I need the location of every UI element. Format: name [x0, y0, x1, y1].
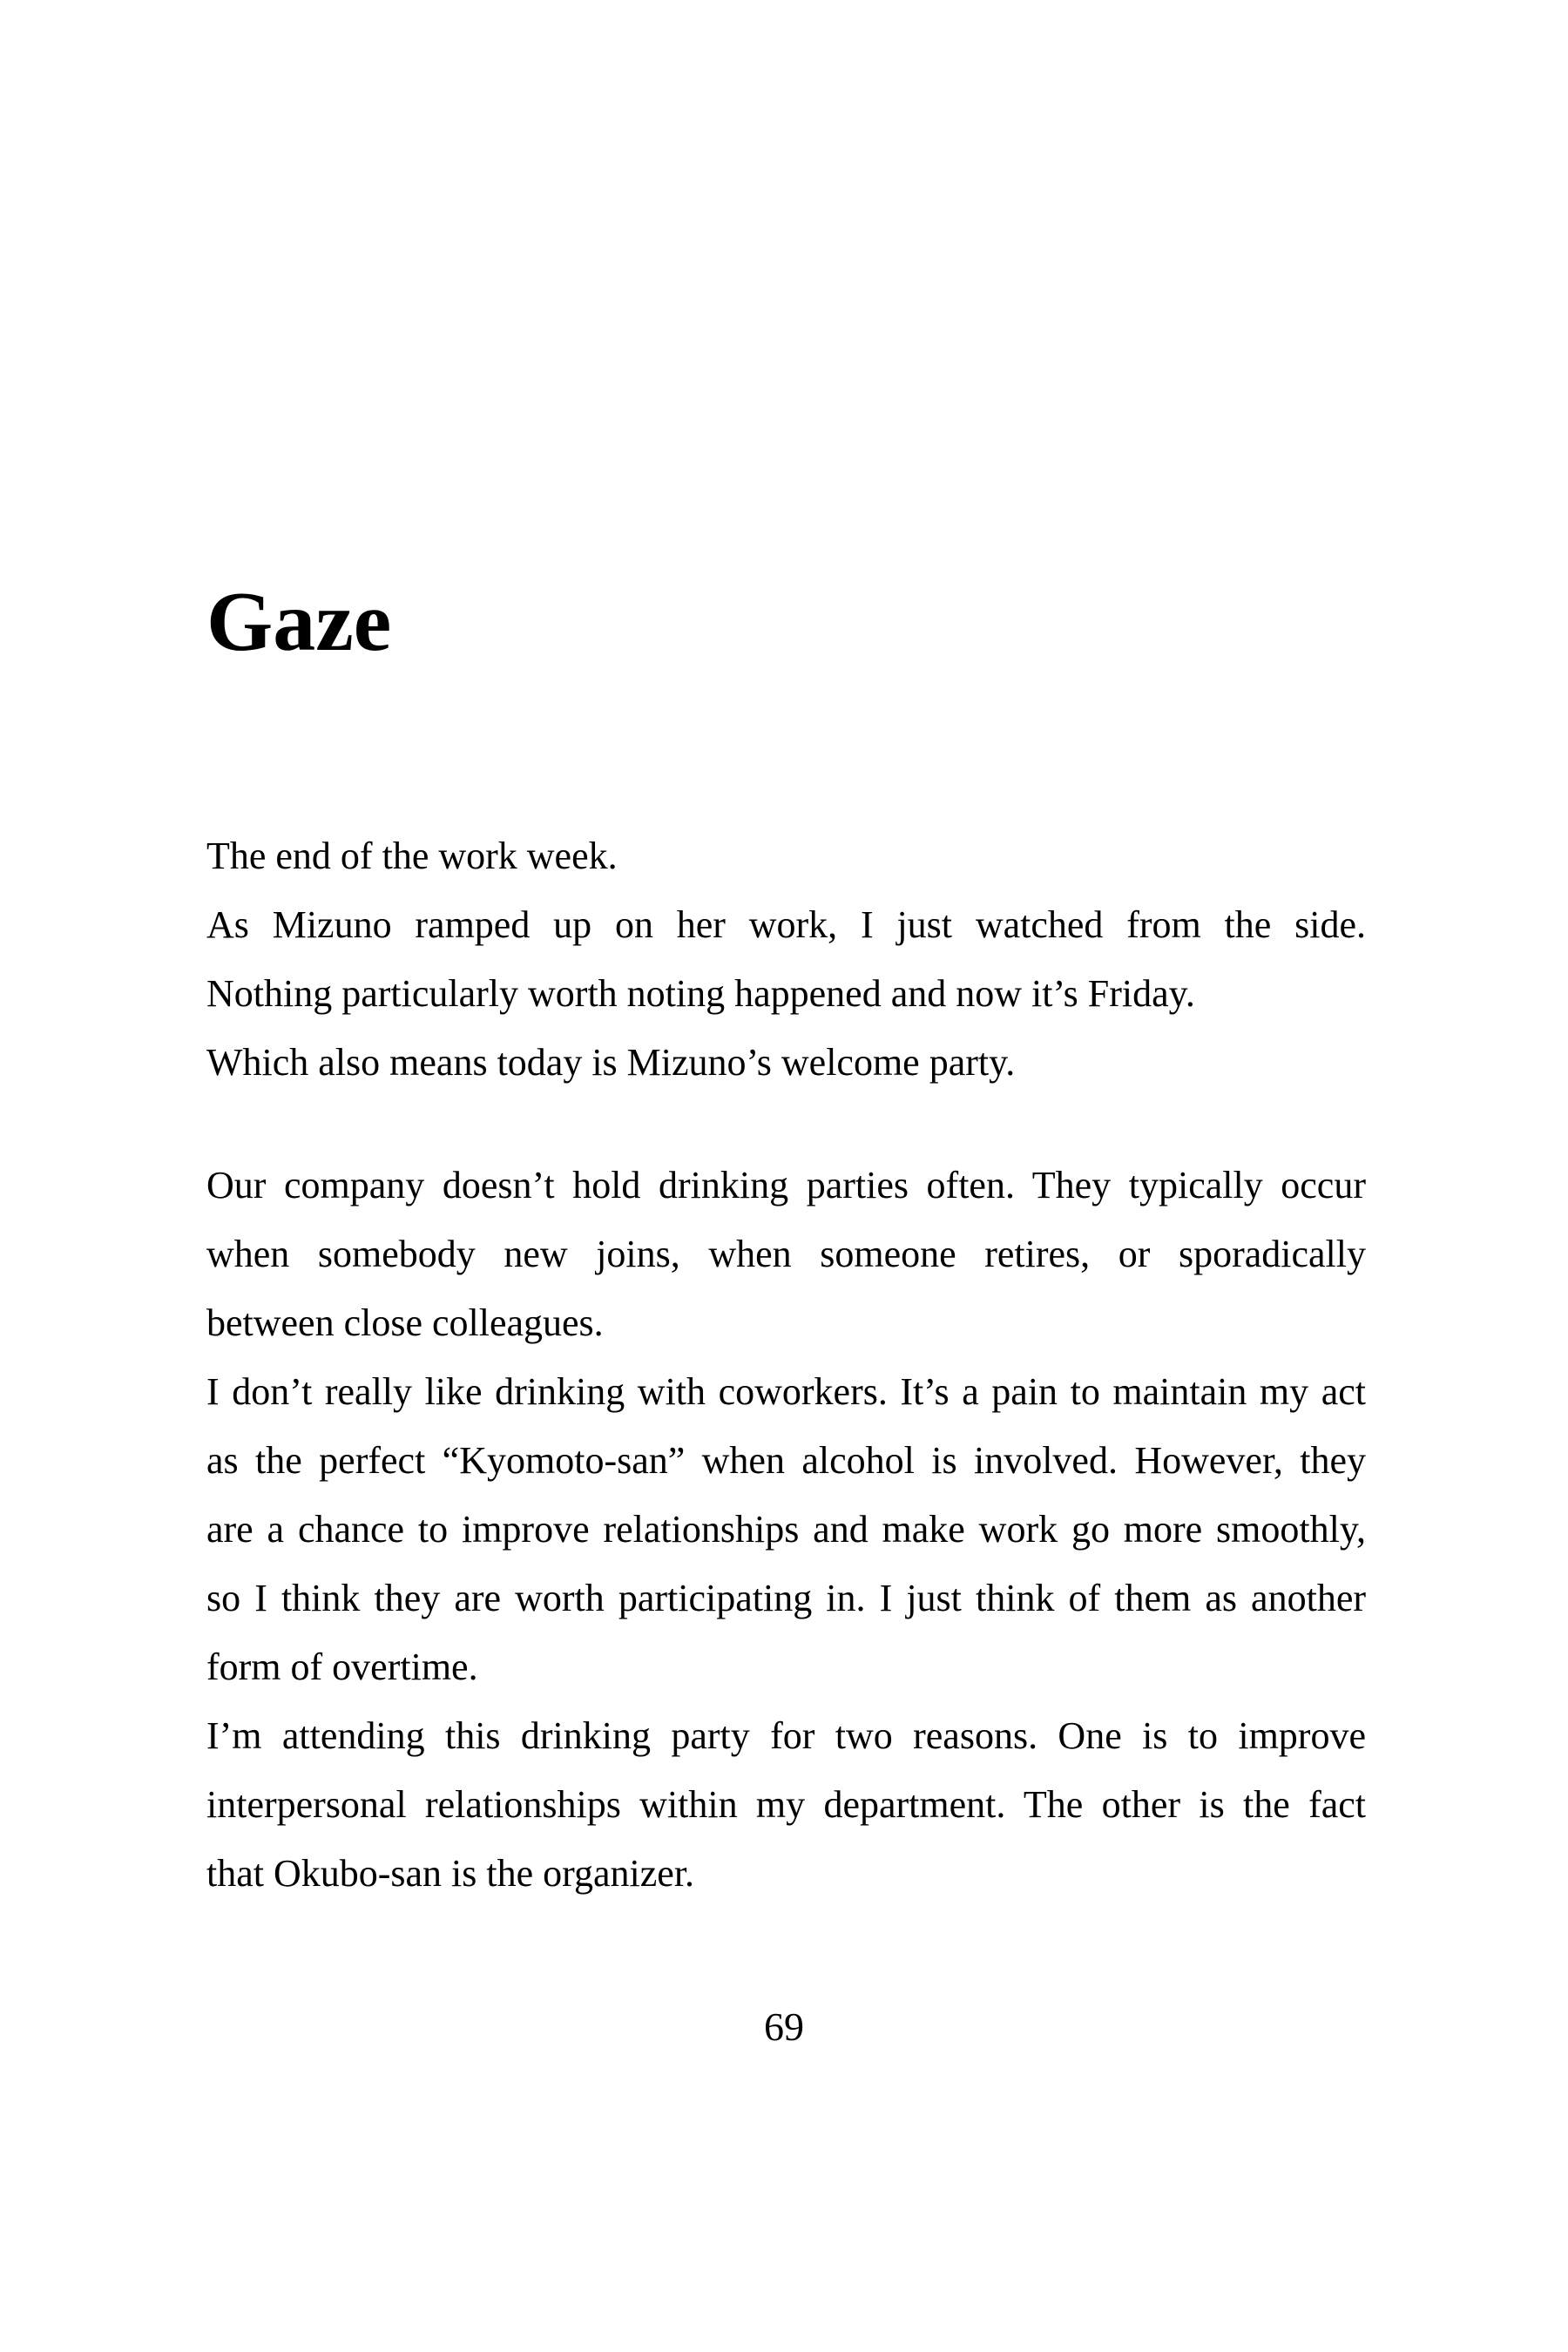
- text-line: I don’t really like drinking with coworkers. It’s a pain to maintain my act: [206, 1370, 1366, 1413]
- text-line: Which also means today is Mizuno’s welcome party.: [206, 1041, 1016, 1084]
- text-line: are a chance to improve relationships and make work go more smoothly,: [206, 1508, 1366, 1551]
- text-line: As Mizuno ramped up on her work, I just watched from the side.: [206, 903, 1366, 946]
- paragraph: [206, 821, 1366, 1097]
- text-line: between close colleagues.: [206, 1301, 604, 1344]
- text-line: when somebody new joins, when someone retires, or sporadically: [206, 1233, 1366, 1275]
- text-block: [206, 0, 1366, 1908]
- text-line: that Okubo-san is the organizer.: [206, 1852, 695, 1895]
- text-line: Our company doesn’t hold drinking parties often. They typically occur: [206, 1164, 1366, 1206]
- text-line: interpersonal relationships within my department. The other is the fact: [206, 1783, 1366, 1826]
- paragraph: [206, 1701, 1366, 1908]
- paragraph: [206, 1357, 1366, 1701]
- text-line: The end of the work week.: [206, 835, 618, 877]
- chapter-title: Gaze: [206, 575, 392, 669]
- text-line: Nothing particularly worth noting happened and now it’s Friday.: [206, 972, 1195, 1015]
- text-line: as the perfect “Kyomoto-san” when alcohol is involved. However, they: [206, 1439, 1366, 1482]
- paragraph: [206, 1151, 1366, 1357]
- text-line: form of overtime.: [206, 1646, 478, 1688]
- text-line: I’m attending this drinking party for two reasons. One is to improve: [206, 1714, 1366, 1757]
- text-line: so I think they are worth participating in. I just think of them as another: [206, 1577, 1366, 1619]
- page-number: 69: [764, 2004, 804, 2049]
